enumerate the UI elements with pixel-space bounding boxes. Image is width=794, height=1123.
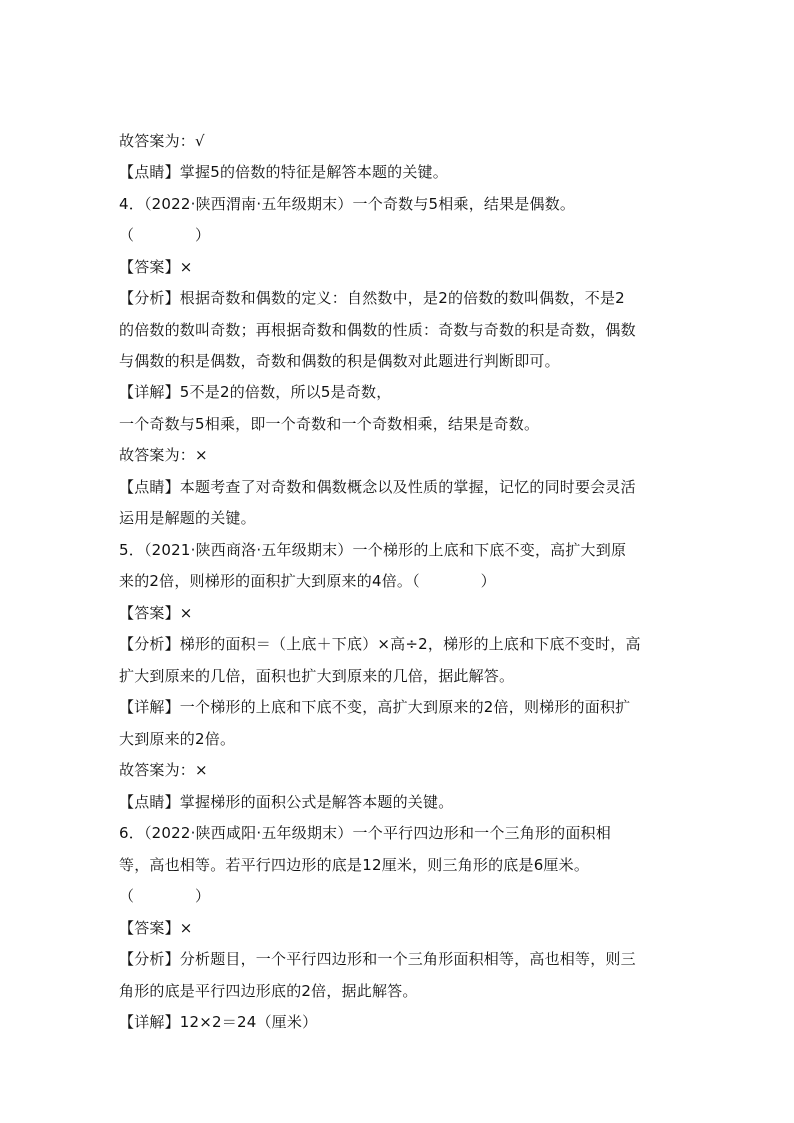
question-6-analysis-1: 【分析】分析题目，一个平行四边形和一个三角形面积相等，高也相等，则三 bbox=[119, 950, 636, 968]
question-4-comment-1: 【点睛】本题考查了对奇数和偶数概念以及性质的掌握，记忆的同时要会灵活 bbox=[119, 478, 636, 496]
question-6-detail-1: 【详解】12×2＝24（厘米） bbox=[119, 1013, 318, 1031]
question-4-blank: （ ） bbox=[119, 226, 211, 244]
question-5-stem-2: 来的2倍，则梯形的面积扩大到原来的4倍。（ ） bbox=[119, 572, 496, 590]
question-6-answer: 【答案】× bbox=[119, 919, 193, 937]
question-4-stem: 4．（2022·陕西渭南·五年级期末）一个奇数与5相乘，结果是偶数。 bbox=[119, 195, 576, 213]
question-5-analysis-2: 扩大到原来的几倍，面积也扩大到原来的几倍，据此解答。 bbox=[119, 667, 515, 685]
question-5-answer: 【答案】× bbox=[119, 604, 193, 622]
question-4-analysis-3: 与偶数的积是偶数，奇数和偶数的积是偶数对此题进行判断即可。 bbox=[119, 352, 560, 370]
question-4-analysis-2: 的倍数的数叫奇数；再根据奇数和偶数的性质：奇数与奇数的积是奇数，偶数 bbox=[119, 321, 636, 339]
question-4-conclusion: 故答案为：× bbox=[119, 446, 208, 464]
text-line-1: 故答案为：√ bbox=[119, 132, 205, 150]
question-4-analysis-1: 【分析】根据奇数和偶数的定义：自然数中，是2的倍数的数叫偶数，不是2 bbox=[119, 289, 625, 307]
question-4-answer: 【答案】× bbox=[119, 258, 193, 276]
text-line-2: 【点睛】掌握5的倍数的特征是解答本题的关键。 bbox=[119, 163, 448, 181]
question-5-stem-1: 5．（2021·陕西商洛·五年级期末）一个梯形的上底和下底不变，高扩大到原 bbox=[119, 541, 627, 559]
question-5-detail-2: 大到原来的2倍。 bbox=[119, 730, 236, 748]
question-5-comment: 【点睛】掌握梯形的面积公式是解答本题的关键。 bbox=[119, 793, 454, 811]
question-6-blank: （ ） bbox=[119, 887, 211, 905]
question-6-analysis-2: 角形的底是平行四边形底的2倍，据此解答。 bbox=[119, 982, 418, 1000]
question-4-detail-2: 一个奇数与5相乘，即一个奇数和一个奇数相乘，结果是奇数。 bbox=[119, 415, 540, 433]
question-6-stem-2: 等，高也相等。若平行四边形的底是12厘米，则三角形的底是6厘米。 bbox=[119, 856, 590, 874]
question-5-conclusion: 故答案为：× bbox=[119, 761, 208, 779]
question-4-comment-2: 运用是解题的关键。 bbox=[119, 509, 256, 527]
question-5-analysis-1: 【分析】梯形的面积＝（上底＋下底）×高÷2，梯形的上底和下底不变时，高 bbox=[119, 635, 641, 653]
question-4-detail-1: 【详解】5不是2的倍数，所以5是奇数， bbox=[119, 383, 392, 401]
question-5-detail-1: 【详解】一个梯形的上底和下底不变，高扩大到原来的2倍，则梯形的面积扩 bbox=[119, 698, 631, 716]
question-6-stem-1: 6．（2022·陕西咸阳·五年级期末）一个平行四边形和一个三角形的面积相 bbox=[119, 824, 611, 842]
